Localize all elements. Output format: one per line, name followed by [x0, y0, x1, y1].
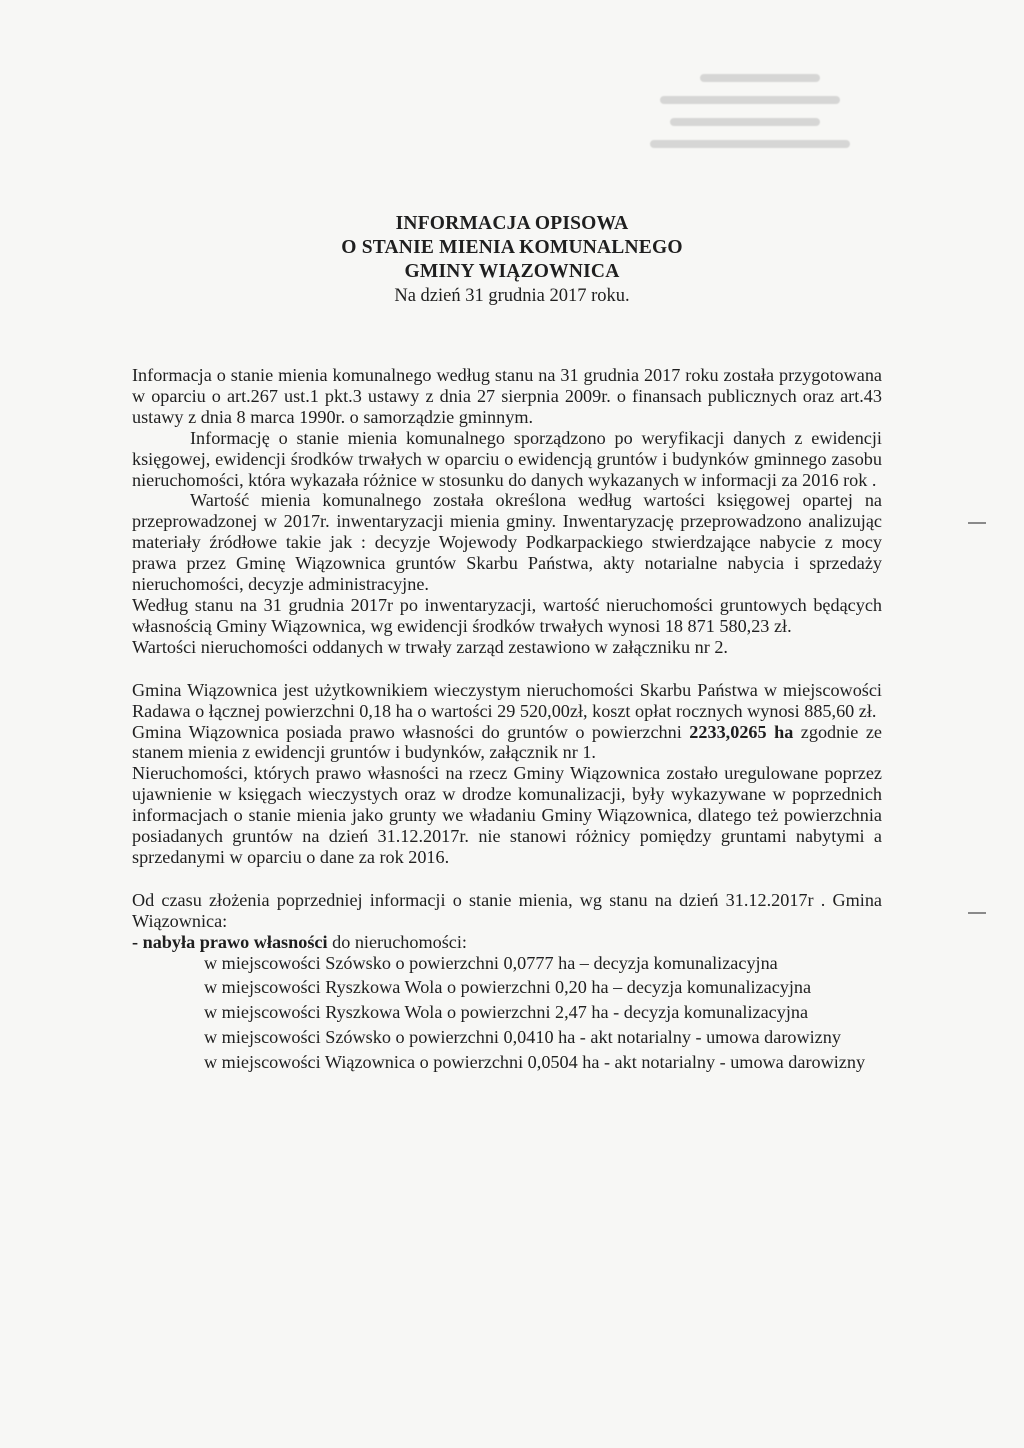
paragraph-ownership [132, 722, 882, 764]
acquisition-heading [132, 932, 882, 953]
list-item: w miejscowości Ryszkowa Wola o powierzchni 0,20 ha – decyzja komunalizacyjna [204, 977, 812, 998]
acquisition-list [204, 953, 882, 1074]
ownership-area: 2233,0265 ha [689, 721, 794, 742]
acquisition-heading-rest: do nieruchomości: [327, 931, 467, 952]
ownership-text-after: zgodnie ze stanem mienia z ewidencji gruntów i budynków, załącznik nr 1. [132, 721, 882, 763]
document-title-block [0, 212, 1024, 308]
paragraph-valuation: Wartość mienia komunalnego została określona według wartości księgowej opartej na przeprowadzonej w 2017r. inwentaryzacji mienia gminy. Inwentaryzację przeprowadzono analizując materiały źródłowe takie jak : decyzje Wojewody Podkarpackiego stwierdzające nabycie z mocy prawa przez Gminę Wiązownica gruntów Skarbu Państwa, akty notarialne nabycia i sprzedaży nieruchomości, decyzje administracyjne. [132, 490, 882, 595]
list-item: w miejscowości Wiązownica o powierzchni 0,0504 ha - akt notarialny - umowa darowizny [204, 1052, 866, 1073]
paragraph-land-value: Według stanu na 31 grudnia 2017r po inwentaryzacji, wartość nieruchomości gruntowych będących własnością Gminy Wiązownica, wg ewidencji środków trwałych wynosi 18 871 580,23 zł. [132, 594, 882, 636]
stamp-line [650, 140, 850, 148]
list-item: w miejscowości Ryszkowa Wola o powierzchni 2,47 ha - decyzja komunalizacyjna [204, 1002, 809, 1023]
stamp-line [700, 74, 820, 82]
document-body [132, 365, 882, 1077]
paragraph-legal-basis: Informacja o stanie mienia komunalnego według stanu na 31 grudnia 2017 roku została przygotowana w oparciu o art.267 ust.1 pkt.3 ustawy z dnia 27 sierpnia 2009r. o finansach publicznych oraz art.43 ustawy z dnia 8 marca 1990r. o samorządzie gminnym. [132, 365, 882, 427]
title-line-3: GMINY WIĄZOWNICA [404, 261, 620, 282]
spacer [132, 658, 882, 680]
ownership-text-before: Gmina Wiązownica posiada prawo własności do gruntów o powierzchni [132, 721, 690, 742]
title-line-1: INFORMACJA OPISOWA [395, 213, 629, 234]
paragraph-verification: Informację o stanie mienia komunalnego sporządzono po weryfikacji danych z ewidencji księgowej, ewidencji środków trwałych w oparciu o ewidencją gruntów i budynków gminnego zasobu nieruchomości, która wykazała różnice w stosunku do danych wykazanych w informacji za 2016 rok . [132, 427, 882, 490]
stamp-line [660, 96, 840, 104]
margin-mark [968, 522, 986, 524]
paragraph-since-last-report: Od czasu złożenia poprzedniej informacji o stanie mienia, wg stanu na dzień 31.12.2017r . Gmina Wiązownica: [132, 889, 882, 931]
paragraph-perpetual-usufruct: Gmina Wiązownica jest użytkownikiem wieczystym nieruchomości Skarbu Państwa w miejscowości Radawa o łącznej powierzchni 0,18 ha o wartości 29 520,00zł, koszt opłat rocznych wynosi 885,60 zł. [132, 679, 882, 721]
acquisition-heading-bold: - nabyła prawo własności [132, 931, 328, 952]
list-item: w miejscowości Szówsko o powierzchni 0,0777 ha – decyzja komunalizacyjna [204, 952, 778, 973]
paragraph-trust-management: Wartości nieruchomości oddanych w trwały zarząd zestawiono w załączniku nr 2. [132, 636, 728, 657]
faded-stamp [640, 60, 890, 160]
list-item: w miejscowości Szówsko o powierzchni 0,0410 ha - akt notarialny - umowa darowizny [204, 1027, 841, 1048]
stamp-line [670, 118, 820, 126]
margin-mark [968, 912, 986, 914]
spacer [132, 868, 882, 890]
paragraph-regulation: Nieruchomości, których prawo własności na rzecz Gminy Wiązownica zostało uregulowane poprzez ujawnienie w księgach wieczystych oraz w drodze komunalizacji, były wykazywane w poprzednich informacjach o stanie mienia jako grunty we władaniu Gminy Wiązownica, dlatego też powierzchnia posiadanych gruntów na dzień 31.12.2017r. nie stanowi różnicy pomiędzy gruntami nabytymi a sprzedanymi w oparciu o dane za rok 2016. [132, 763, 882, 867]
title-line-2: O STANIE MIENIA KOMUNALNEGO [341, 237, 683, 258]
date-line: Na dzień 31 grudnia 2017 roku. [394, 286, 630, 306]
